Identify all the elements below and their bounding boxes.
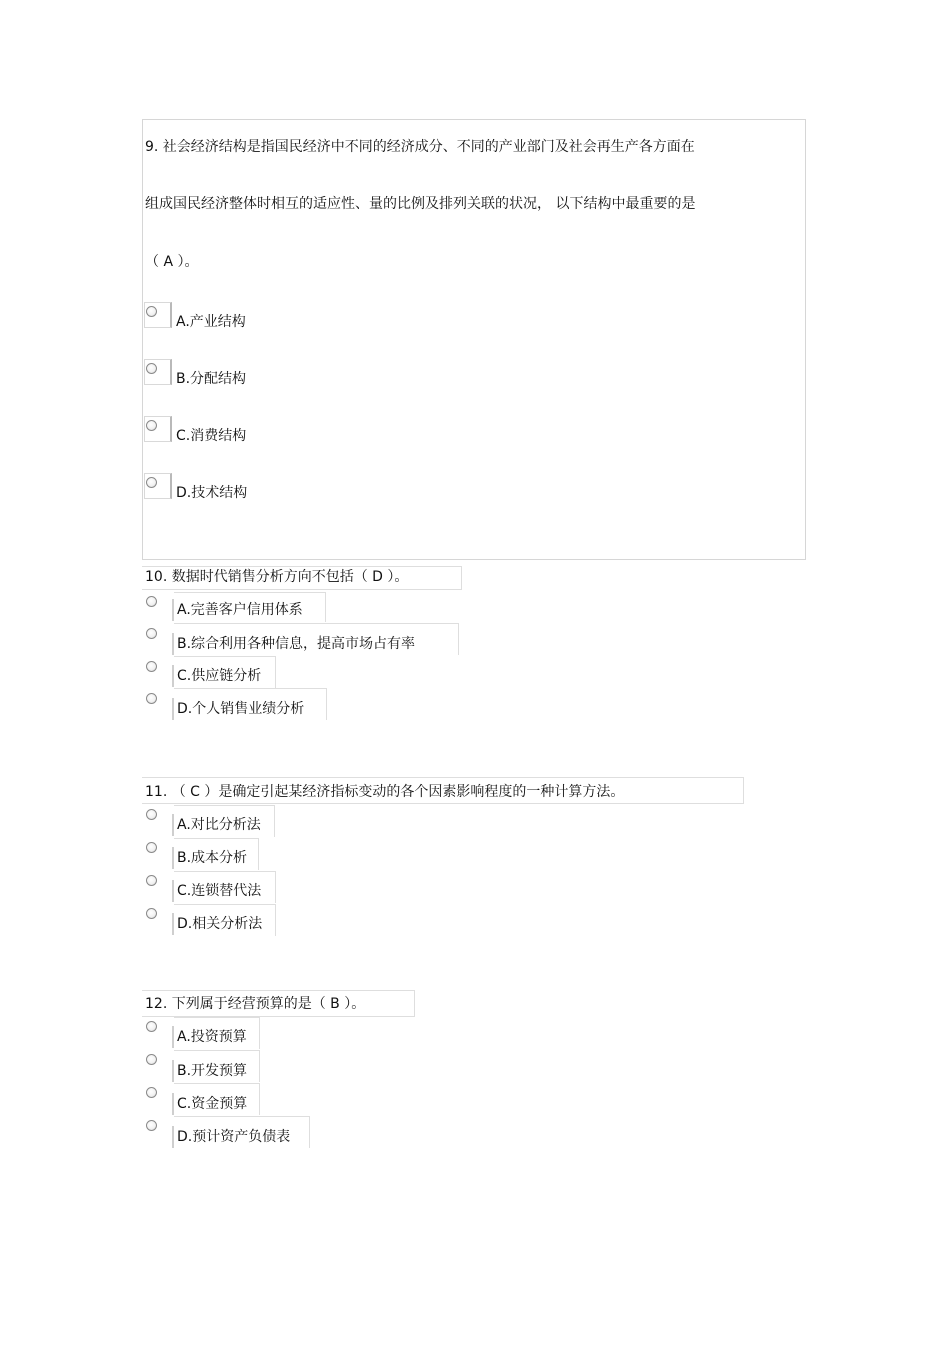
q12-option-d-radio[interactable] — [146, 1120, 157, 1131]
q9-option-b-label: B.分配结构 — [176, 371, 247, 387]
q10-option-a-radio[interactable] — [146, 596, 157, 607]
q9-option-b-radio[interactable] — [146, 363, 157, 374]
q11-option-d-label: D.相关分析法 — [172, 913, 262, 935]
q9-option-d-label: D.技术结构 — [176, 485, 248, 501]
question-12-text: 12. 下列属于经营预算的是（ B ）。 — [145, 996, 366, 1012]
q12-option-c-label: C.资金预算 — [172, 1093, 247, 1115]
q9-option-c-label: C.消费结构 — [176, 428, 247, 444]
question-9-text-line-2: 组成国民经济整体时相互的适应性、量的比例及排列关联的状况， 以下结构中最重要的是 — [145, 196, 696, 212]
q10-option-c-label: C.供应链分析 — [172, 665, 261, 687]
q10-option-c-radio[interactable] — [146, 661, 157, 672]
q12-option-c-radio[interactable] — [146, 1087, 157, 1098]
q11-option-d-radio[interactable] — [146, 908, 157, 919]
q11-option-a-label: A.对比分析法 — [172, 814, 261, 836]
q10-option-b-label: B.综合利用各种信息，提高市场占有率 — [172, 633, 415, 655]
q11-option-c-radio[interactable] — [146, 875, 157, 886]
q10-option-d-label: D.个人销售业绩分析 — [172, 698, 304, 720]
question-9-text-line-3: （ A ）。 — [145, 254, 199, 270]
q9-option-a-radio[interactable] — [146, 306, 157, 317]
q11-option-b-label: B.成本分析 — [172, 847, 247, 869]
question-9-text-line-1: 9. 社会经济结构是指国民经济中不同的经济成分、不同的产业部门及社会再生产各方面在 — [145, 139, 695, 155]
q9-option-a-label: A.产业结构 — [176, 314, 246, 330]
q11-option-a-radio[interactable] — [146, 809, 157, 820]
question-10-text: 10. 数据时代销售分析方向不包括（ D ）。 — [145, 569, 409, 585]
q12-option-a-radio[interactable] — [146, 1021, 157, 1032]
q12-option-b-label: B.开发预算 — [172, 1060, 247, 1082]
q11-option-c-label: C.连锁替代法 — [172, 880, 261, 902]
q11-option-b-radio[interactable] — [146, 842, 157, 853]
q10-option-b-radio[interactable] — [146, 628, 157, 639]
q9-option-c-radio[interactable] — [146, 420, 157, 431]
q12-option-b-radio[interactable] — [146, 1054, 157, 1065]
question-11-text: 11. （ C ）是确定引起某经济指标变动的各个因素影响程度的一种计算方法。 — [145, 784, 625, 800]
q9-option-d-radio[interactable] — [146, 477, 157, 488]
q12-option-a-label: A.投资预算 — [172, 1026, 247, 1048]
q10-option-d-radio[interactable] — [146, 693, 157, 704]
q12-option-d-label: D.预计资产负债表 — [172, 1126, 290, 1148]
q10-option-a-label: A.完善客户信用体系 — [172, 599, 303, 621]
